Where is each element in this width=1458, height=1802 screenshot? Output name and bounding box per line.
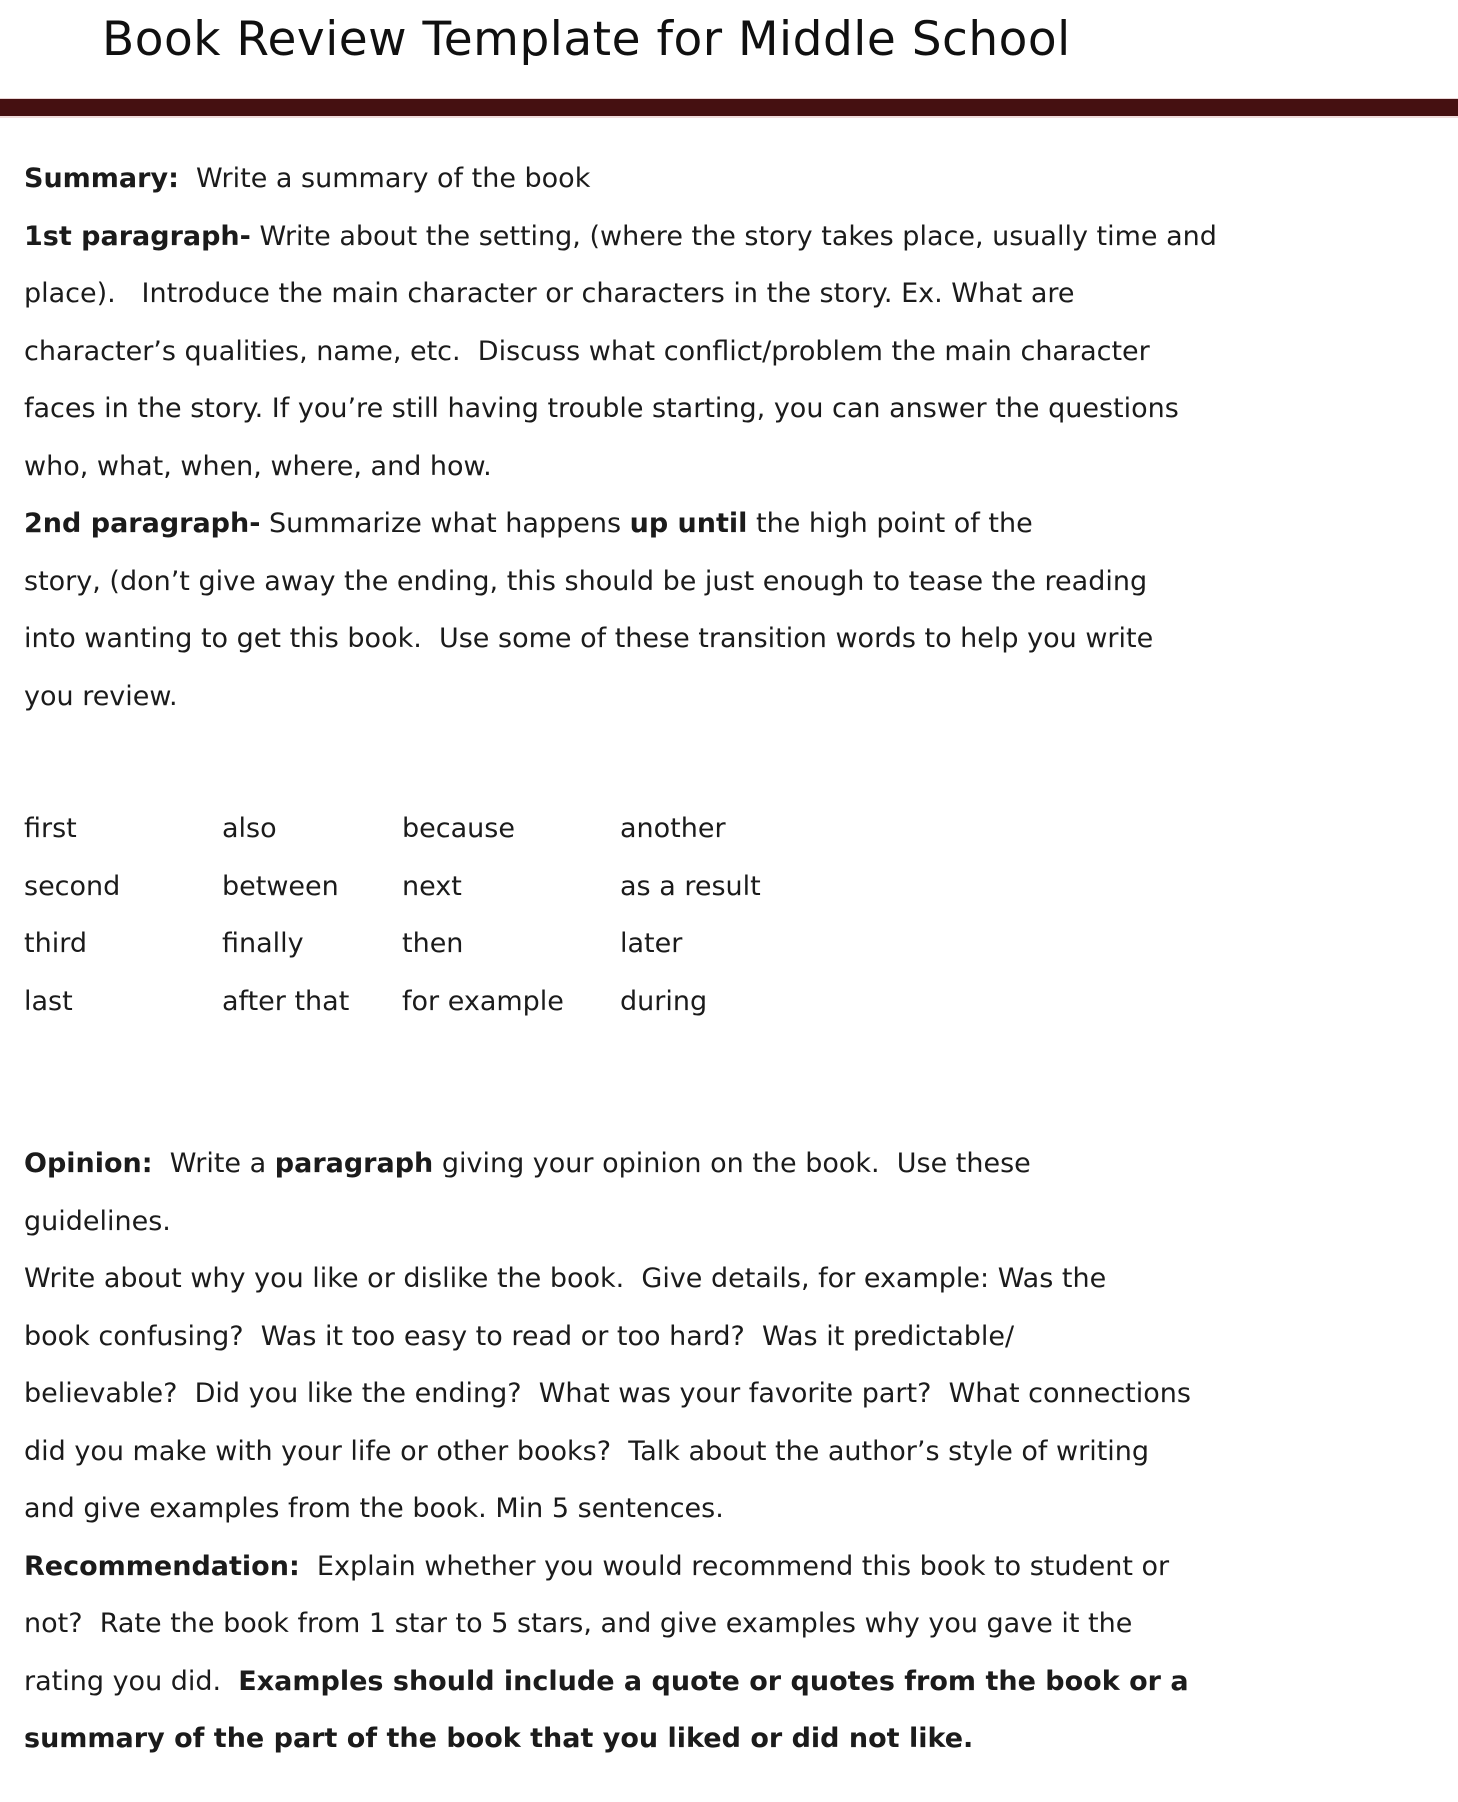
text-line	[24, 323, 1442, 381]
text-run: Explain whether you would recommend this book to student or	[299, 1550, 1170, 1582]
spacer	[24, 725, 1442, 800]
transition-word: after that	[222, 985, 350, 1017]
text-line	[24, 553, 1442, 611]
text-run: Write a	[152, 1148, 275, 1179]
text-run: Opinion:	[24, 1148, 153, 1179]
text-line	[24, 265, 1442, 323]
text-line	[24, 1653, 1442, 1711]
text-line	[24, 150, 1442, 208]
text-run: into wanting to get this book. Use some of these transition words to help you write	[24, 623, 1154, 654]
text-line	[24, 380, 1442, 438]
text-line	[24, 1480, 1442, 1538]
transition-word-row	[24, 915, 1442, 973]
transition-word: next	[402, 870, 462, 902]
text-run: Recommendation:	[24, 1550, 300, 1582]
page-title: Book Review Template for Middle School	[102, 12, 1071, 67]
transition-word-row	[24, 973, 1442, 1031]
text-run: up until	[629, 508, 748, 539]
text-line	[24, 1710, 1442, 1768]
text-run: Write about the setting, (where the story takes place, usually time and	[250, 220, 1217, 252]
title-divider-rule	[0, 99, 1458, 118]
text-run: rating you did.	[24, 1665, 239, 1697]
text-run: giving your opinion on the book. Use these	[433, 1148, 1031, 1179]
transition-word: because	[402, 813, 515, 844]
transition-word: first	[24, 813, 77, 844]
text-line	[24, 1250, 1442, 1308]
text-run: believable? Did you like the ending? What was your favorite part? What connections	[24, 1378, 1191, 1409]
transition-word-row	[24, 858, 1442, 916]
text-run: 1st paragraph-	[24, 220, 251, 252]
transition-word: as a result	[620, 870, 761, 902]
transition-word: another	[620, 813, 726, 844]
text-run: you review.	[24, 680, 178, 712]
text-run: Write about why you like or dislike the book. Give details, for example: Was the	[24, 1263, 1107, 1294]
text-line	[24, 495, 1442, 553]
text-line	[24, 208, 1442, 266]
text-run: place). Introduce the main character or characters in the story. Ex. What are	[24, 278, 1075, 309]
text-run: story, (don’t give away the ending, this should be just enough to tease the reading	[24, 565, 1148, 597]
text-run: summary of the part of the book that you liked or did not like.	[24, 1723, 974, 1754]
document-body	[24, 150, 1442, 1768]
transition-word: for example	[402, 985, 564, 1017]
text-line	[24, 1135, 1442, 1193]
transition-word: second	[24, 870, 121, 902]
transition-word-row	[24, 800, 1442, 858]
transition-word: also	[222, 813, 277, 844]
text-run: Summary:	[24, 163, 179, 194]
text-line	[24, 438, 1442, 496]
transition-word: third	[24, 928, 87, 959]
transition-words-table	[24, 800, 1442, 1030]
text-line	[24, 1423, 1442, 1481]
text-line	[24, 1538, 1442, 1596]
text-line	[24, 1193, 1442, 1251]
text-run: guidelines.	[24, 1205, 171, 1237]
text-line	[24, 1595, 1442, 1653]
text-run: Write a summary of the book	[178, 163, 591, 194]
transition-word: finally	[222, 928, 304, 959]
opinion-section-lines	[24, 1135, 1442, 1768]
text-line	[24, 610, 1442, 668]
transition-word: then	[402, 928, 464, 959]
text-run: the high point of the	[747, 508, 1033, 539]
summary-section-lines	[24, 150, 1442, 725]
text-run: faces in the story. If you’re still having trouble starting, you can answer the questions	[24, 393, 1179, 424]
text-run: paragraph	[274, 1148, 434, 1179]
transition-word: during	[620, 985, 708, 1017]
spacer	[24, 1030, 1442, 1135]
text-run: book confusing? Was it too easy to read or too hard? Was it predictable/	[24, 1320, 1015, 1352]
text-line	[24, 1365, 1442, 1423]
transition-word: last	[24, 985, 73, 1017]
text-run: not? Rate the book from 1 star to 5 stars, and give examples why you gave it the	[24, 1608, 1133, 1639]
text-run: who, what, when, where, and how.	[24, 450, 492, 482]
transition-word: later	[620, 928, 683, 959]
transition-word: between	[222, 870, 339, 902]
text-line	[24, 668, 1442, 726]
text-run: did you make with your life or other books? Talk about the author’s style of writing	[24, 1435, 1150, 1467]
text-line	[24, 1308, 1442, 1366]
text-run: Examples should include a quote or quotes from the book or a	[238, 1665, 1189, 1697]
text-run: 2nd paragraph-	[24, 508, 261, 539]
text-run: Summarize what happens	[260, 508, 630, 539]
text-run: and give examples from the book. Min 5 sentences.	[24, 1493, 724, 1524]
text-run: character’s qualities, name, etc. Discuss what conflict/problem the main character	[24, 335, 1150, 367]
